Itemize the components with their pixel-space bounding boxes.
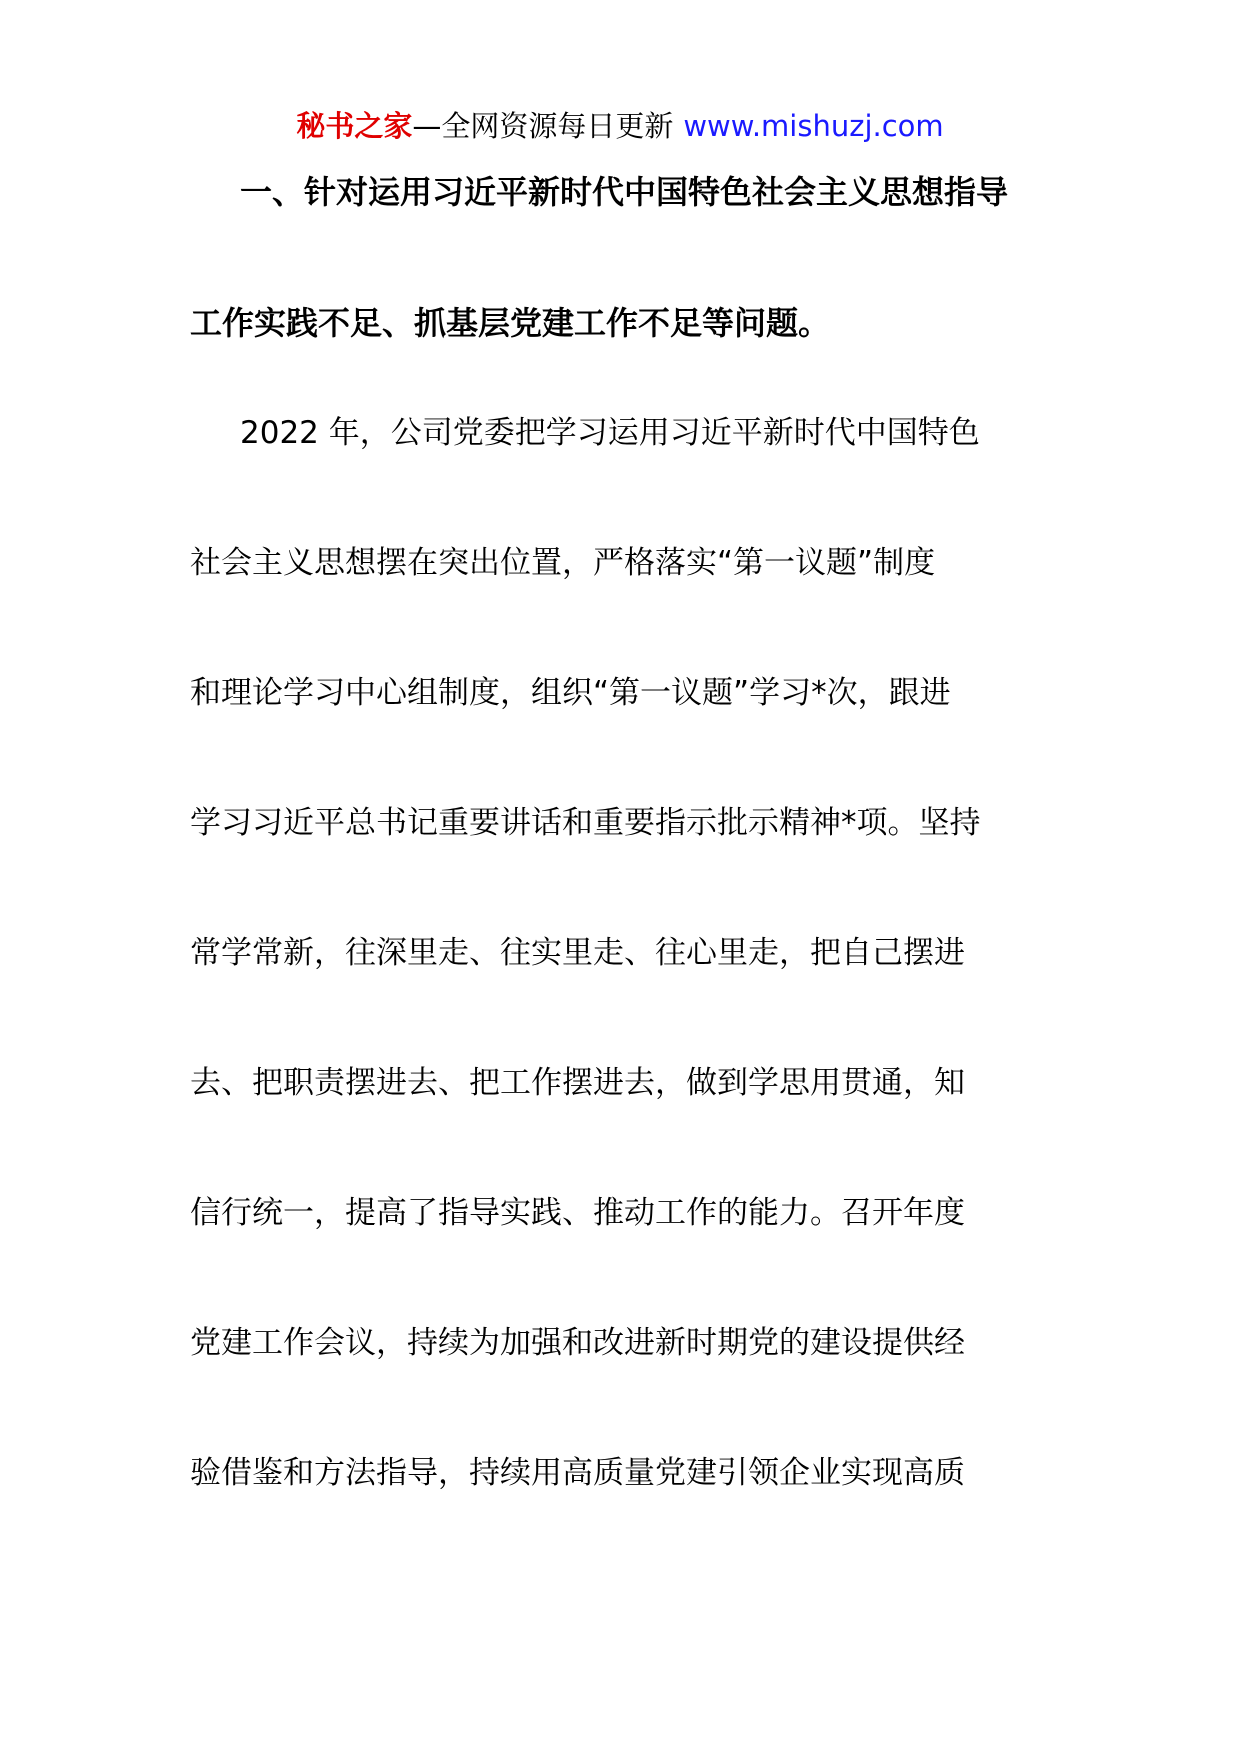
paragraph-line: 常学常新，往深里走、往实里走、往心里走，把自己摆进 [190, 935, 965, 971]
section-heading-line-1: 一、针对运用习近平新时代中国特色社会主义思想指导 [240, 173, 1009, 211]
paragraph-line: 和理论学习中心组制度，组织“第一议题”学习*次，跟进 [190, 675, 951, 711]
brand-name: 秘书之家 [296, 109, 413, 143]
paragraph-line: 验借鉴和方法指导，持续用高质量党建引领企业实现高质 [190, 1455, 965, 1491]
site-header [0, 104, 1240, 148]
paragraph-line: 学习习近平总书记重要讲话和重要指示批示精神*项。坚持 [190, 805, 981, 841]
paragraph-line: 信行统一，提高了指导实践、推动工作的能力。召开年度 [190, 1195, 965, 1231]
paragraph-line: 去、把职责摆进去、把工作摆进去，做到学思用贯通，知 [190, 1065, 965, 1101]
paragraph-line: 2022 年，公司党委把学习运用习近平新时代中国特色 [240, 415, 980, 451]
header-slogan: —全网资源每日更新 [412, 109, 674, 143]
paragraph-line: 社会主义思想摆在突出位置，严格落实“第一议题”制度 [190, 545, 936, 581]
paragraph-line: 党建工作会议，持续为加强和改进新时期党的建设提供经 [190, 1325, 965, 1361]
site-url-link[interactable]: www.mishuzj.com [683, 109, 944, 143]
section-heading-line-2: 工作实践不足、抓基层党建工作不足等问题。 [190, 304, 831, 342]
